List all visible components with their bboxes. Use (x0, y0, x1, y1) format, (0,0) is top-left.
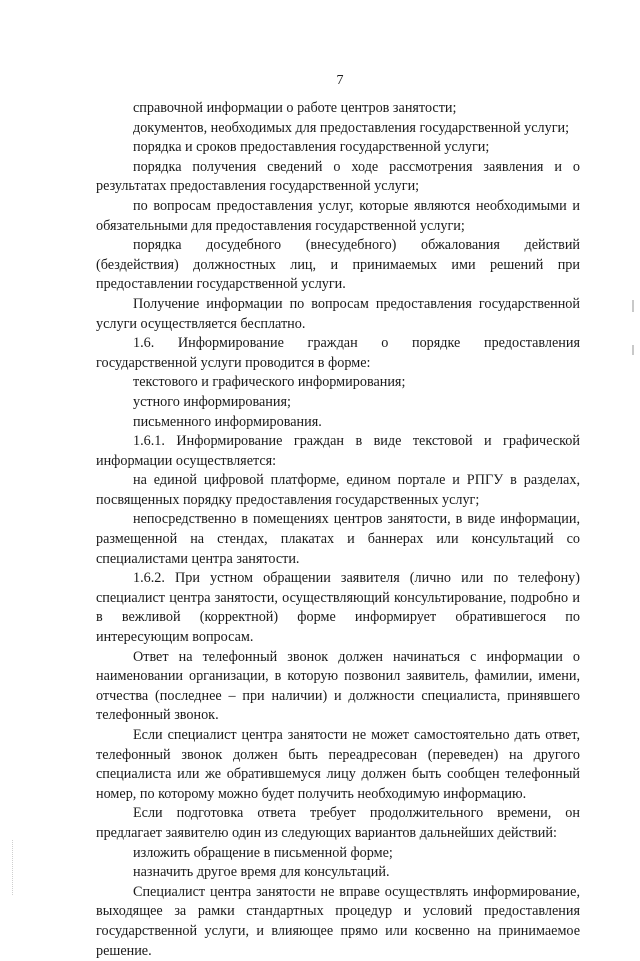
paragraph: справочной информации о работе центров занятости; (133, 100, 457, 116)
paragraph: порядка получения сведений о ходе рассмотрения заявления и о результатах предоставления государственной услуги; (96, 158, 580, 195)
paragraph: по вопросам предоставления услуг, которые являются необходимыми и обязательными для предоставления государственной услуги; (96, 197, 580, 234)
paragraph: порядка и сроков предоставления государственной услуги; (133, 139, 490, 156)
scan-artifact (632, 345, 634, 355)
paragraph: назначить другое время для консультаций. (133, 864, 390, 881)
paragraph: текстового и графического информирования; (133, 374, 406, 391)
paragraph: Если специалист центра занятости не может самостоятельно дать ответ, телефонный звонок должен быть переадресован (переведен) на другого специалиста или же обратившемуся лицу должен быть сообщен телефонный номер, по которому можно будет получить необходимую информацию. (96, 727, 580, 802)
paragraph: 1.6.2. При устном обращении заявителя (лично или по телефону) специалист центра занятости, осуществляющий консультирование, подробно и в вежливой (корректной) форме информирует обратившегося по интересующим вопросам. (96, 570, 580, 646)
paragraph: на единой цифровой платформе, едином портале и РПГУ в разделах, посвященных порядку предоставления государственных услуг; (96, 472, 580, 508)
paragraph: Ответ на телефонный звонок должен начинаться с информации о наименовании организации, в которую позвонил заявитель, фамилии, имени, отчества (последнее – при наличии) и должности специалиста, принявшего телефонный звонок. (96, 648, 580, 724)
body-text (96, 99, 580, 961)
page-number: 7 (336, 73, 344, 88)
paragraph: 1.6. Информирование граждан о порядке предоставления государственной услуги проводится в форме: (96, 335, 580, 371)
paragraph: непосредственно в помещениях центров занятости, в виде информации, размещенной на стендах, плакатах и баннерах или консультаций со специалистами центра занятости. (96, 511, 580, 567)
paragraph: письменного информирования. (133, 413, 322, 430)
paragraph: Если подготовка ответа требует продолжительного времени, он предлагает заявителю один из следующих вариантов дальнейших действий: (96, 805, 580, 841)
paragraph: 1.6.1. Информирование граждан в виде текстовой и графической информации осуществляется: (96, 433, 580, 469)
paragraph: Получение информации по вопросам предоставления государственной услуги осуществляется бесплатно. (96, 295, 580, 332)
paragraph: Специалист центра занятости не вправе осуществлять информирование, выходящее за рамки стандартных процедур и условий предоставления государственной услуги, и влияющее прямо или косвенно на принимаемое решение. (96, 883, 580, 959)
paragraph: устного информирования; (133, 393, 291, 410)
scan-artifact (12, 840, 15, 895)
paragraph: порядка досудебного (внесудебного) обжалования действий (бездействия) должностных лиц, и принимаемых ими решений при предоставлении государственной услуги. (96, 237, 580, 293)
scan-artifact (632, 300, 634, 312)
paragraph: документов, необходимых для предоставления государственной услуги; (133, 119, 570, 136)
paragraph: изложить обращение в письменной форме; (133, 844, 393, 861)
